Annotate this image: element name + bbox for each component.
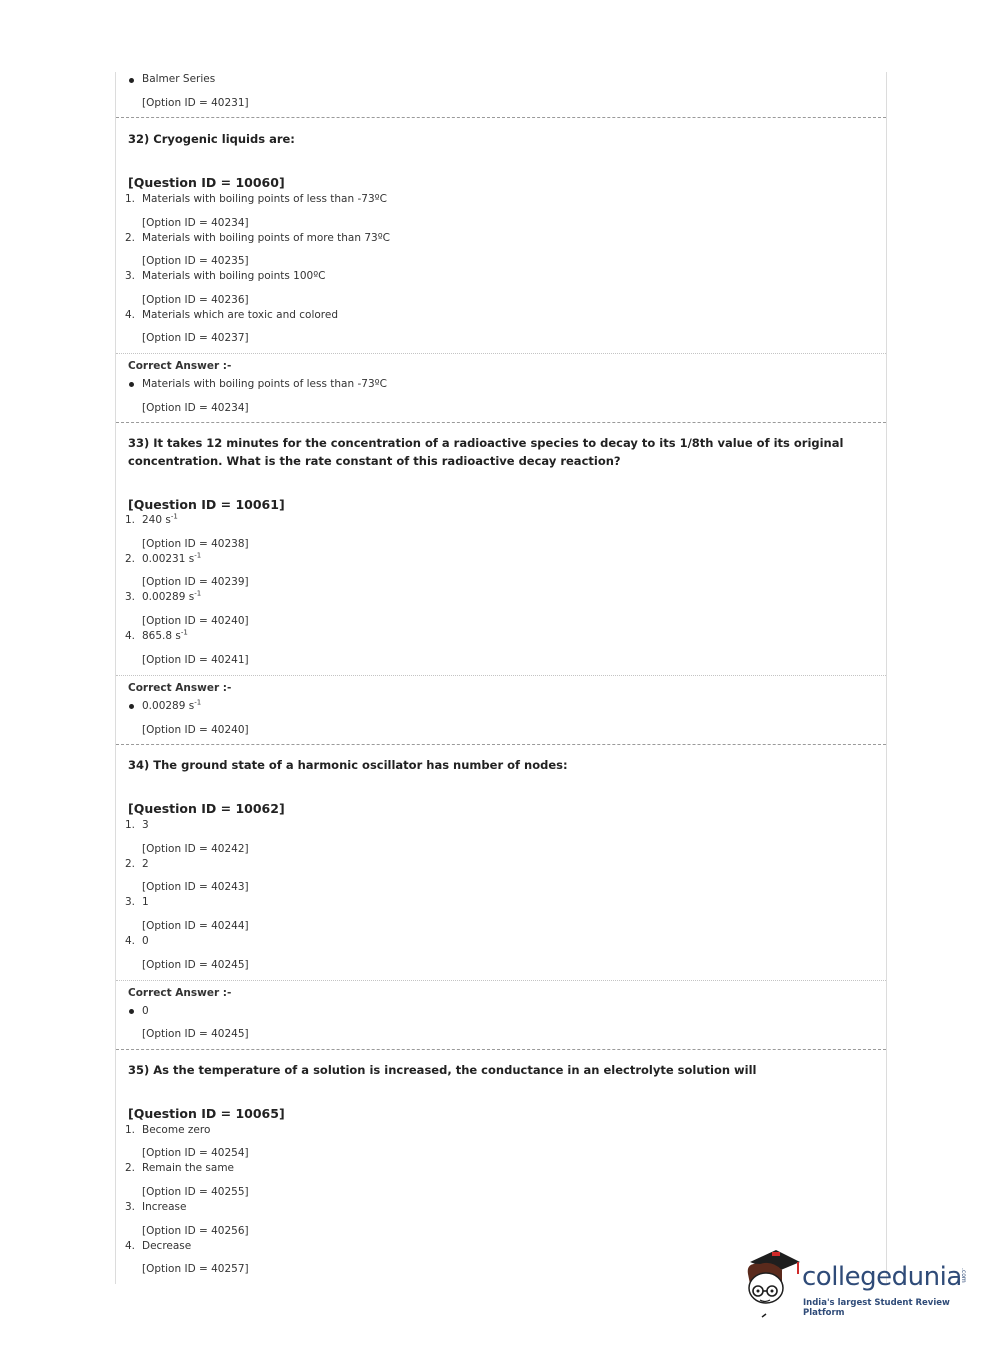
answer-separator — [116, 675, 886, 676]
option-text: 2 — [142, 858, 149, 870]
option-number: 3. — [125, 591, 136, 603]
option-number: 1. — [125, 819, 136, 831]
option-number: 2. — [125, 232, 136, 244]
option-text: Increase — [142, 1201, 187, 1213]
option-id: [Option ID = 40238] — [142, 538, 249, 550]
question-id: [Question ID = 10062] — [128, 801, 285, 816]
option-text: 0 — [142, 935, 149, 947]
option-number: 2. — [125, 1162, 136, 1174]
option-id: [Option ID = 40257] — [142, 1263, 249, 1275]
option-number: 4. — [125, 935, 136, 947]
option-number: 1. — [125, 1124, 136, 1136]
option-id: [Option ID = 40241] — [142, 654, 249, 666]
option-text: 865.8 $s^{-1}$ — [142, 628, 188, 642]
question-id: [Question ID = 10060] — [128, 175, 285, 190]
option-text: Remain the same — [142, 1162, 235, 1174]
option-number: 3. — [125, 270, 136, 282]
option-text: Materials with boiling points of more than 73ºC — [142, 232, 390, 244]
option-id: [Option ID = 40254] — [142, 1147, 249, 1159]
option-number: 1. — [125, 193, 136, 205]
logo-suffix: .com — [960, 1268, 967, 1283]
option-text: Become zero — [142, 1124, 211, 1136]
answer-text: 0 — [142, 1005, 149, 1017]
question-separator — [116, 1049, 886, 1050]
option-number: 3. — [125, 1201, 136, 1213]
option-number: 4. — [125, 630, 136, 642]
question-separator — [116, 422, 886, 423]
option-text: Decrease — [142, 1240, 192, 1252]
option-id: [Option ID = 40256] — [142, 1225, 249, 1237]
answer-bullet — [129, 382, 134, 387]
option-id: [Option ID = 40243] — [142, 881, 249, 893]
answer-separator — [116, 353, 886, 354]
correct-answer-label: Correct Answer :- — [128, 987, 232, 999]
option-text: Materials with boiling points of less than -73ºC — [142, 193, 387, 205]
correct-answer-label: Correct Answer :- — [128, 682, 232, 694]
mascot-icon — [742, 1248, 802, 1318]
option-number: 2. — [125, 553, 136, 565]
question-separator — [116, 744, 886, 745]
question-id: [Question ID = 10065] — [128, 1106, 285, 1121]
option-text: Materials with boiling points 100ºC — [142, 270, 326, 282]
question-id: [Question ID = 10061] — [128, 497, 285, 512]
logo-wordmark: collegedunia — [802, 1262, 962, 1292]
option-number: 4. — [125, 1240, 136, 1252]
option-number: 4. — [125, 309, 136, 321]
option-text: 3 — [142, 819, 149, 831]
option-id: [Option ID = 40235] — [142, 255, 249, 267]
option-text: 240 $s^{-1}$ — [142, 512, 178, 526]
option-text: 1 — [142, 896, 149, 908]
option-number: 2. — [125, 858, 136, 870]
collegedunia-logo[interactable] — [742, 1248, 972, 1318]
option-id: [Option ID = 40234] — [142, 217, 249, 229]
answer-bullet — [129, 1009, 134, 1014]
option-id: [Option ID = 40242] — [142, 843, 249, 855]
option-text: 0.00231 $s^{-1}$ — [142, 551, 202, 565]
answer-text: Balmer Series — [142, 73, 216, 85]
option-number: 1. — [125, 514, 136, 526]
option-id: [Option ID = 40237] — [142, 332, 249, 344]
answer-separator — [116, 980, 886, 981]
option-id: [Option ID = 40234] — [142, 402, 249, 414]
option-id: [Option ID = 40231] — [142, 97, 249, 109]
correct-answer-label: Correct Answer :- — [128, 360, 232, 372]
exam-page — [115, 72, 887, 1284]
option-id: [Option ID = 40240] — [142, 724, 249, 736]
question-title: 35) As the temperature of a solution is increased, the conductance in an electrolyte solution will — [128, 1063, 757, 1077]
option-text: Materials which are toxic and colored — [142, 309, 339, 321]
option-id: [Option ID = 40255] — [142, 1186, 249, 1198]
question-separator — [116, 117, 886, 118]
question-title: 32) Cryogenic liquids are: — [128, 132, 295, 146]
answer-bullet — [129, 78, 134, 83]
option-id: [Option ID = 40236] — [142, 294, 249, 306]
option-id: [Option ID = 40245] — [142, 1028, 249, 1040]
question-title: 33) It takes 12 minutes for the concentration of a radioactive species to decay to its 1/8th value of its original — [128, 436, 844, 450]
answer-text: 0.00289 $s^{-1}$ — [142, 698, 202, 712]
question-title-line2: concentration. What is the rate constant of this radioactive decay reaction? — [128, 454, 621, 468]
option-id: [Option ID = 40240] — [142, 615, 249, 627]
option-id: [Option ID = 40244] — [142, 920, 249, 932]
answer-bullet — [129, 704, 134, 709]
option-number: 3. — [125, 896, 136, 908]
logo-tagline: India's largest Student Review Platform — [803, 1298, 950, 1318]
option-id: [Option ID = 40239] — [142, 576, 249, 588]
question-title: 34) The ground state of a harmonic oscillator has number of nodes: — [128, 758, 568, 772]
option-id: [Option ID = 40245] — [142, 959, 249, 971]
answer-text: Materials with boiling points of less than -73ºC — [142, 378, 387, 390]
option-text: 0.00289 $s^{-1}$ — [142, 589, 202, 603]
